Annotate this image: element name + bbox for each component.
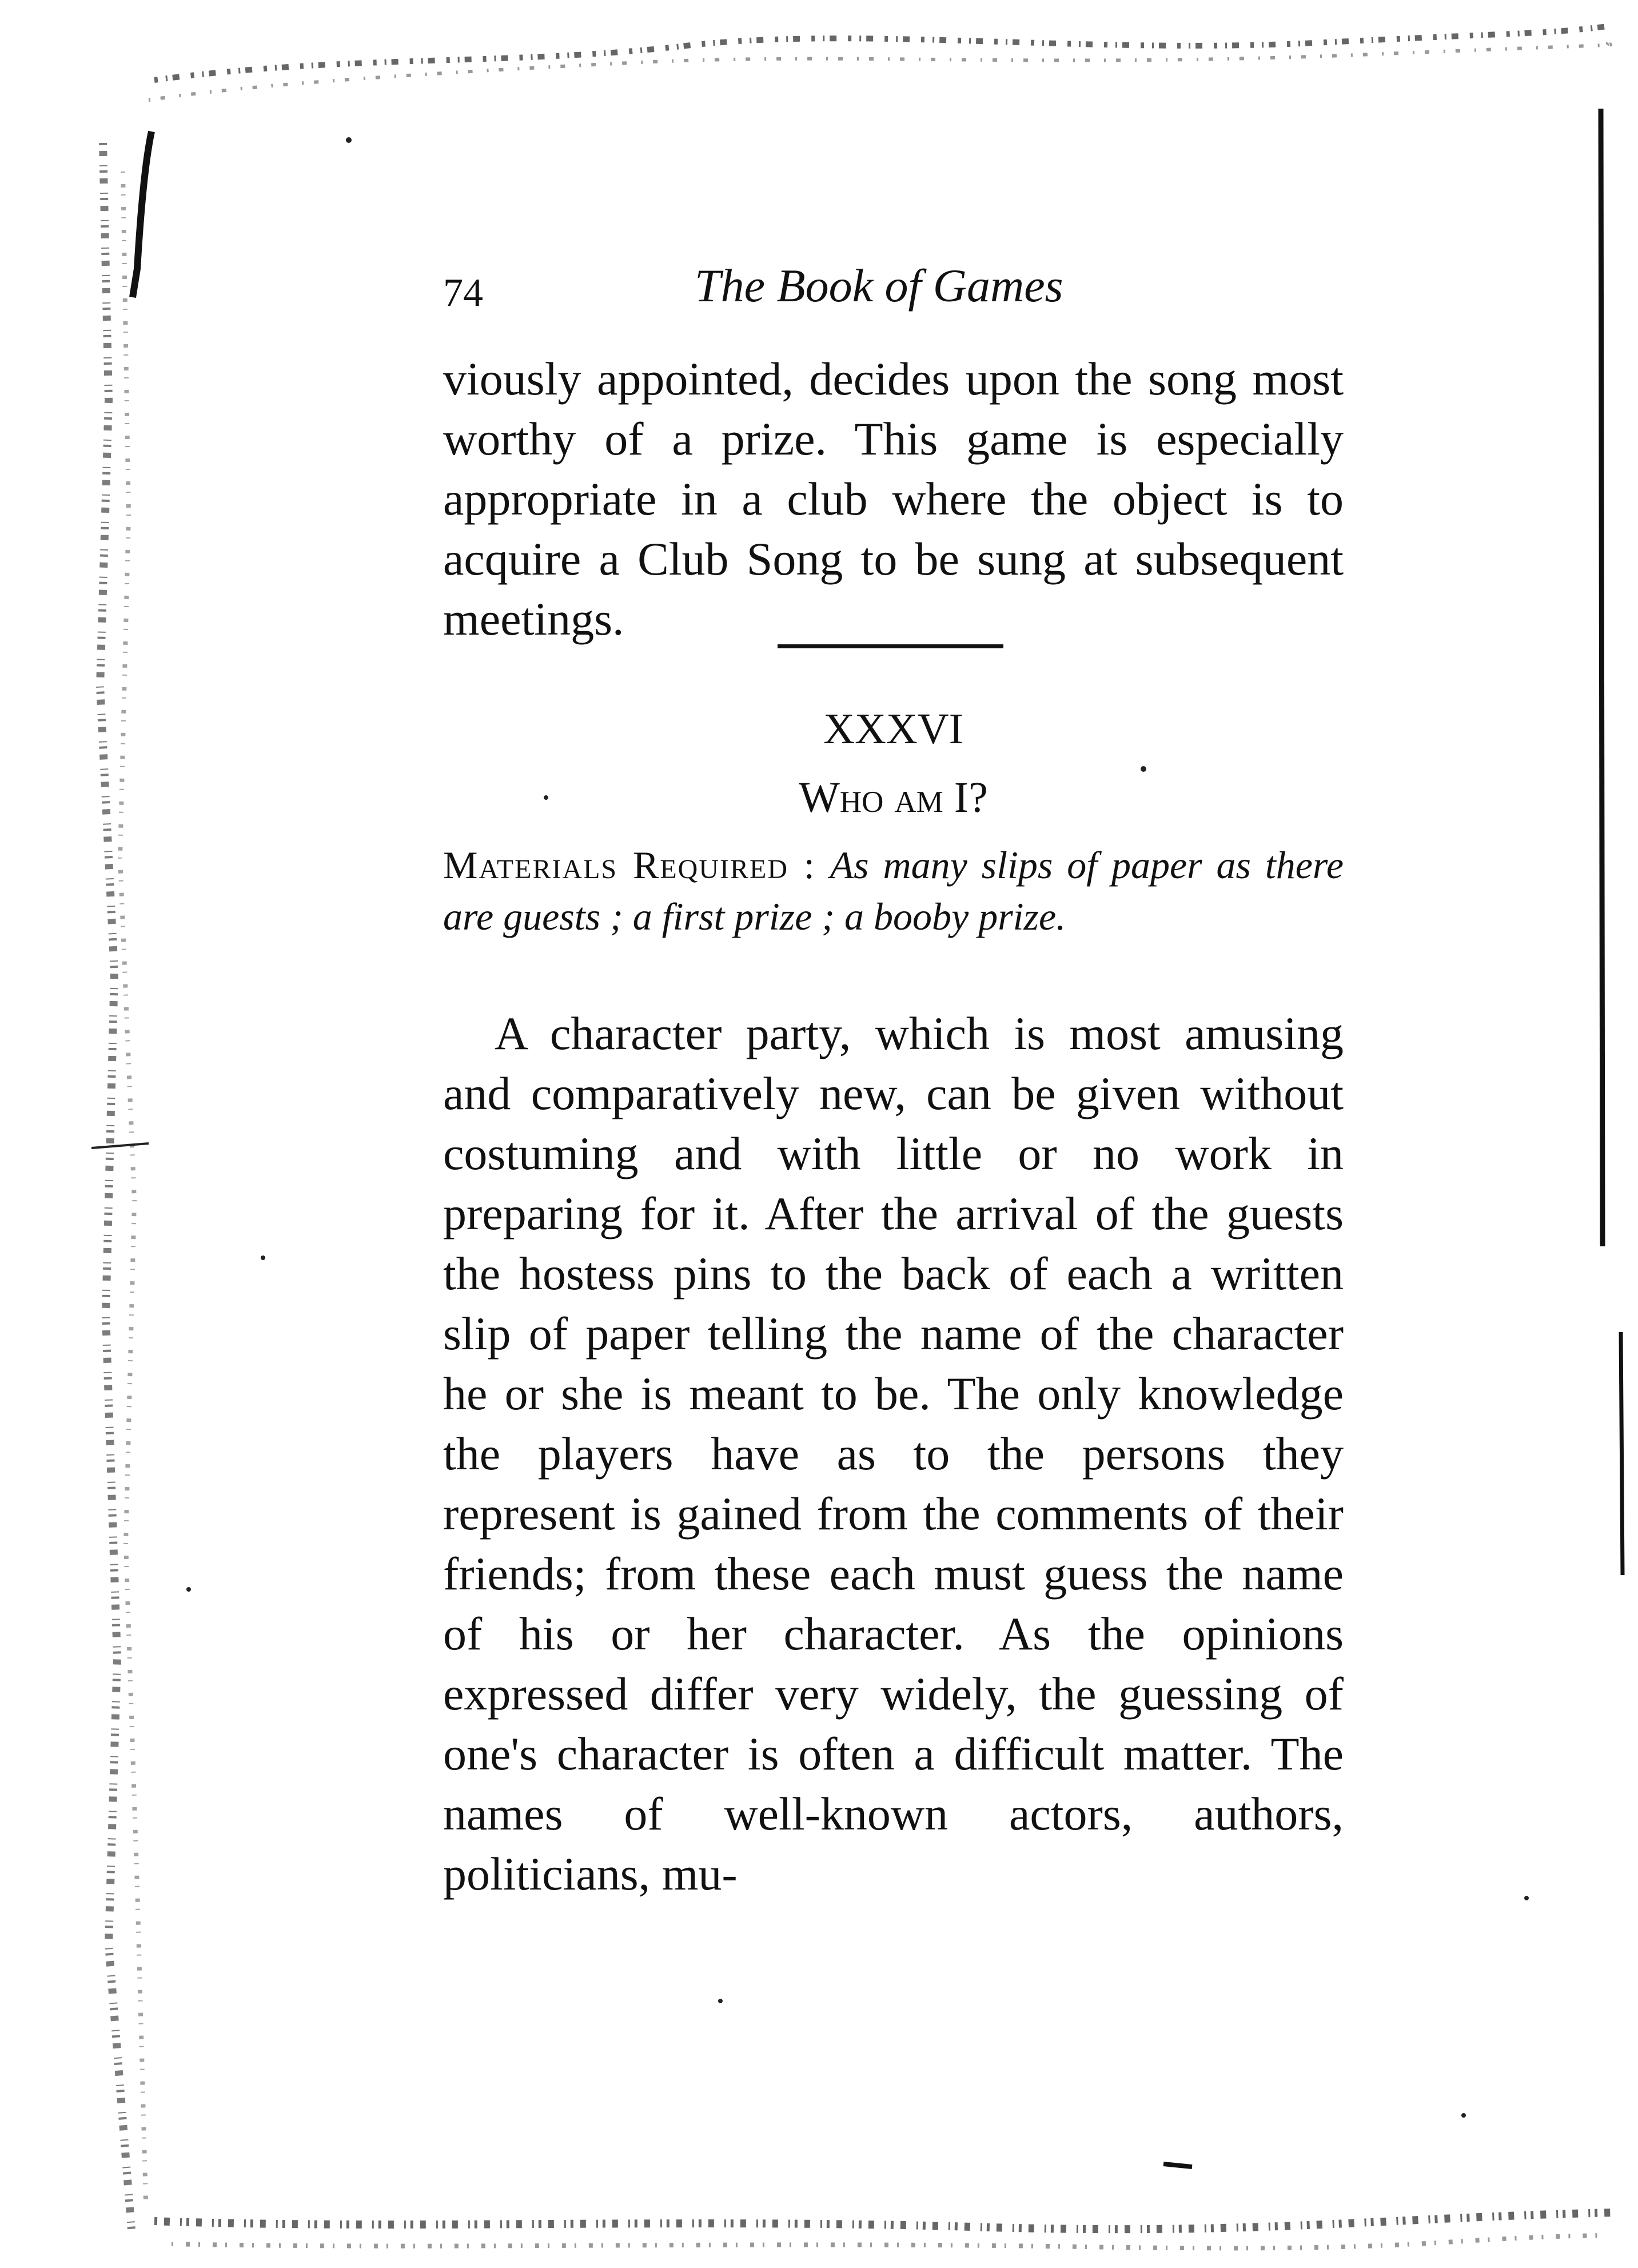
top-edge-noise-2 xyxy=(149,40,1618,100)
materials-required xyxy=(443,839,1344,942)
running-header xyxy=(443,254,1358,329)
continued-paragraph: viously appointed, decides upon the song most worthy of a prize. This game is especially appropriate in a club where the object is to acquire a Club Song to be sung at subsequent meetings. xyxy=(443,353,1344,645)
materials-items: As many slips of paper as there are guests ; a first prize ; a booby prize. xyxy=(443,843,1344,938)
speck xyxy=(718,1999,723,2003)
section-number: XXXVI xyxy=(823,705,963,753)
speck-dash xyxy=(1163,2164,1192,2167)
top-edge-noise xyxy=(154,26,1612,80)
materials-label: Materials Required : xyxy=(443,843,816,887)
speck xyxy=(1524,1896,1529,1900)
bottom-edge-noise-2 xyxy=(172,2235,1601,2248)
body-paragraph: A character party, which is most amusing and comparatively new, can be given without costuming and with little or no work in preparing for it. After the arrival of the guests the hostess pins to the back of each a written slip of paper telling the name of the character he or she is meant to be. The only knowledge the players have as to the persons they represent is gained from the comments of their friends; from these each must guess the name of his or her character. As the opinions expressed differ very widely, the guessing of one's character is often a difficult matter. The names of well-known actors, authors, politicians, mu- xyxy=(443,1007,1344,1900)
bottom-edge-noise xyxy=(154,2213,1612,2229)
speck xyxy=(1461,2113,1466,2118)
speck xyxy=(261,1255,265,1260)
speck xyxy=(346,137,352,143)
section-divider-rule xyxy=(778,644,1003,648)
left-tick-mark xyxy=(91,1143,149,1148)
left-corner-curve xyxy=(133,131,152,297)
running-title: The Book of Games xyxy=(695,260,1063,312)
left-edge-noise-2 xyxy=(120,172,146,2201)
page-number: 74 xyxy=(443,271,483,315)
section-title: Who am I? xyxy=(799,774,988,822)
speck xyxy=(186,1587,191,1592)
left-edge-noise xyxy=(100,143,131,2230)
right-edge-bar-upper xyxy=(1601,109,1603,1246)
right-edge-bar-lower xyxy=(1621,1332,1623,1575)
